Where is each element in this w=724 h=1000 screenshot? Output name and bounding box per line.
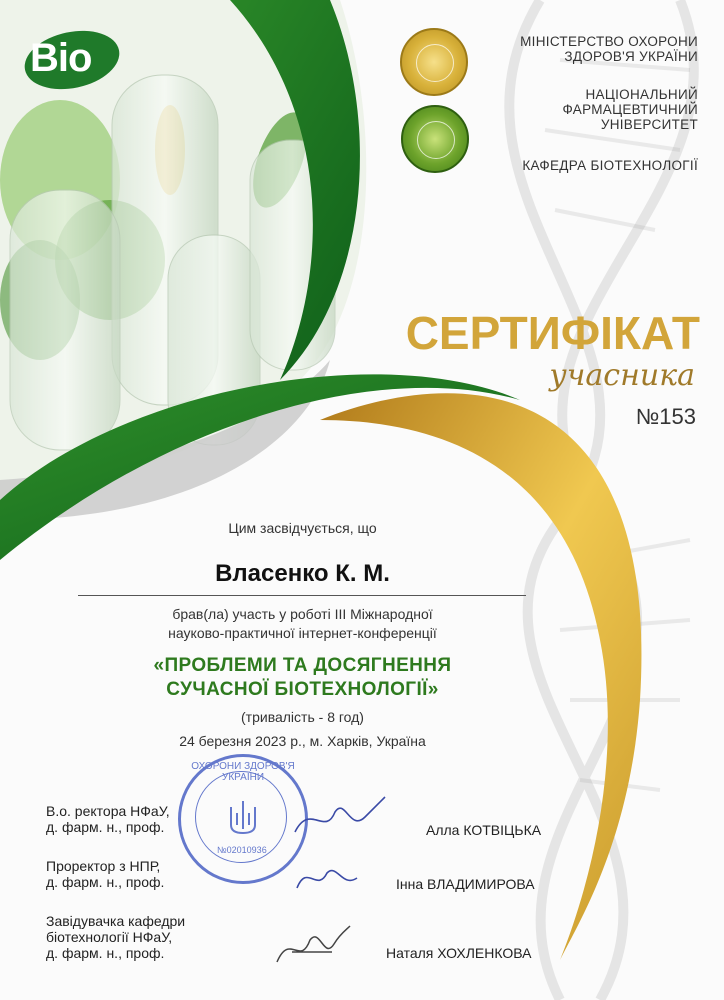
trident-icon (225, 799, 261, 839)
logo-text: Bio (30, 36, 92, 80)
date-place-text: 24 березня 2023 р., м. Харків, Україна (179, 733, 426, 749)
participation-line-1: брав(ла) участь у роботі ІІІ Міжнародної (172, 606, 433, 622)
ministry-seal-icon (400, 28, 468, 96)
participation-line-2: науково-практичної інтернет-конференції (168, 625, 437, 641)
department-name: КАФЕДРА БІОТЕХНОЛОГІЇ (522, 158, 698, 173)
signatory-3-position: Завідувачка кафедри біотехнології НФаУ, д. фарм. н., проф. (46, 913, 186, 961)
signatory-3-name: Наталя ХОХЛЕНКОВА (386, 945, 532, 961)
university-name: НАЦІОНАЛЬНИЙ ФАРМАЦЕВТИЧНИЙ УНІВЕРСИТЕТ (562, 87, 698, 132)
ministry-name: МІНІСТЕРСТВО ОХОРОНИ ЗДОРОВ'Я УКРАЇНИ (520, 34, 698, 64)
signatory-2-name: Інна ВЛАДИМИРОВА (396, 876, 535, 892)
signatory-1-name: Алла КОТВІЦЬКА (426, 822, 542, 838)
university-seal-icon (401, 105, 469, 173)
stamp-text: ОХОРОНИ ЗДОРОВ'Я УКРАЇНИ (191, 761, 295, 783)
signature-1-icon (290, 792, 390, 842)
conference-title-line-2: СУЧАСНОЇ БІОТЕХНОЛОГІЇ» (166, 679, 439, 700)
stamp-code: №02010936 (217, 845, 267, 855)
duration-text: (тривалість - 8 год) (241, 709, 364, 725)
signatory-1-position: В.о. ректора НФаУ, д. фарм. н., проф. (46, 803, 170, 835)
signatory-2-position: Проректор з НПР, д. фарм. н., проф. (46, 858, 165, 890)
recipient-name: Власенко К. М. (215, 560, 390, 587)
conference-title-line-1: «ПРОБЛЕМИ ТА ДОСЯГНЕННЯ (153, 655, 452, 676)
certify-text: Цим засвідчується, що (228, 520, 377, 536)
certificate-number: №153 (635, 404, 696, 429)
signature-3-icon (272, 922, 352, 974)
official-stamp-icon (178, 754, 308, 884)
certificate-subtitle: учасника (549, 358, 695, 393)
signature-2-icon (292, 858, 362, 898)
certificate-title: СЕРТИФІКАТ (405, 307, 700, 359)
name-underline (78, 595, 526, 596)
